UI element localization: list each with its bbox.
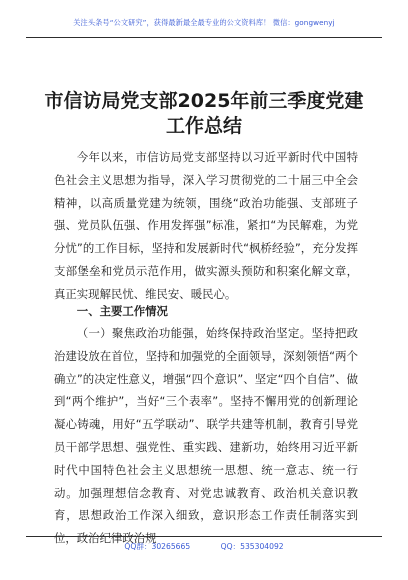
- header-promo-note: 关注头条号“公文研究”，获得最新最全最专业的公文资料库！ 微信：gongwenyj: [73, 18, 335, 27]
- intro-paragraph: 今年以来，市信访局党支部坚持以习近平新时代中国特色社会主义思想为指导，深入学习贯彻党的二十届三中全会精神，以高质量党建为统领，围绕“政治功能强、支部班子强、党员队伍强、作用发挥强”标准，紧扣“为民解难，为党分忧”的工作目标，坚持和发展新时代“枫桥经验”，充分发挥支部堡垒和党员示范作用，做实源头预防和积案化解文章，真正实现解民忧、维民安、暖民心。: [54, 150, 358, 301]
- section-heading-main-work: 一、主要工作情况: [76, 304, 168, 318]
- footer-qq: QQ：535304092: [220, 542, 284, 551]
- footer-contact: [0, 541, 408, 552]
- footer-qq-group: QQ群：30265665: [124, 542, 191, 551]
- document-title-line-2: 工作总结: [165, 115, 242, 137]
- footer-divider: [26, 536, 382, 537]
- section-paragraph-political-function: （一）聚焦政治功能强，始终保持政治坚定。坚持把政治建设放在首位，坚持和加强党的全面领导，深刻领悟“两个确立”的决定性意义，增强“四个意识”、坚定“四个自信”、做到“两个维护”，当好“三个表率”。坚持不懈用党的创新理论凝心铸魂，用好“五学联动”、联学共建等机制，教育引导党员干部学思想、强党性、重实践、建新功，始终用习近平新时代中国特色社会主义思想统一思想、统一意志、统一行动。加强理想信念教育、对党忠诚教育、政治机关意识教育，思想政治工作深入细致，意识形态工作责任制落实到位，政治纪律政治规: [54, 326, 358, 546]
- document-title-line-1: 市信访局党支部2025年前三季度党建: [44, 90, 364, 112]
- header-divider: [26, 37, 382, 38]
